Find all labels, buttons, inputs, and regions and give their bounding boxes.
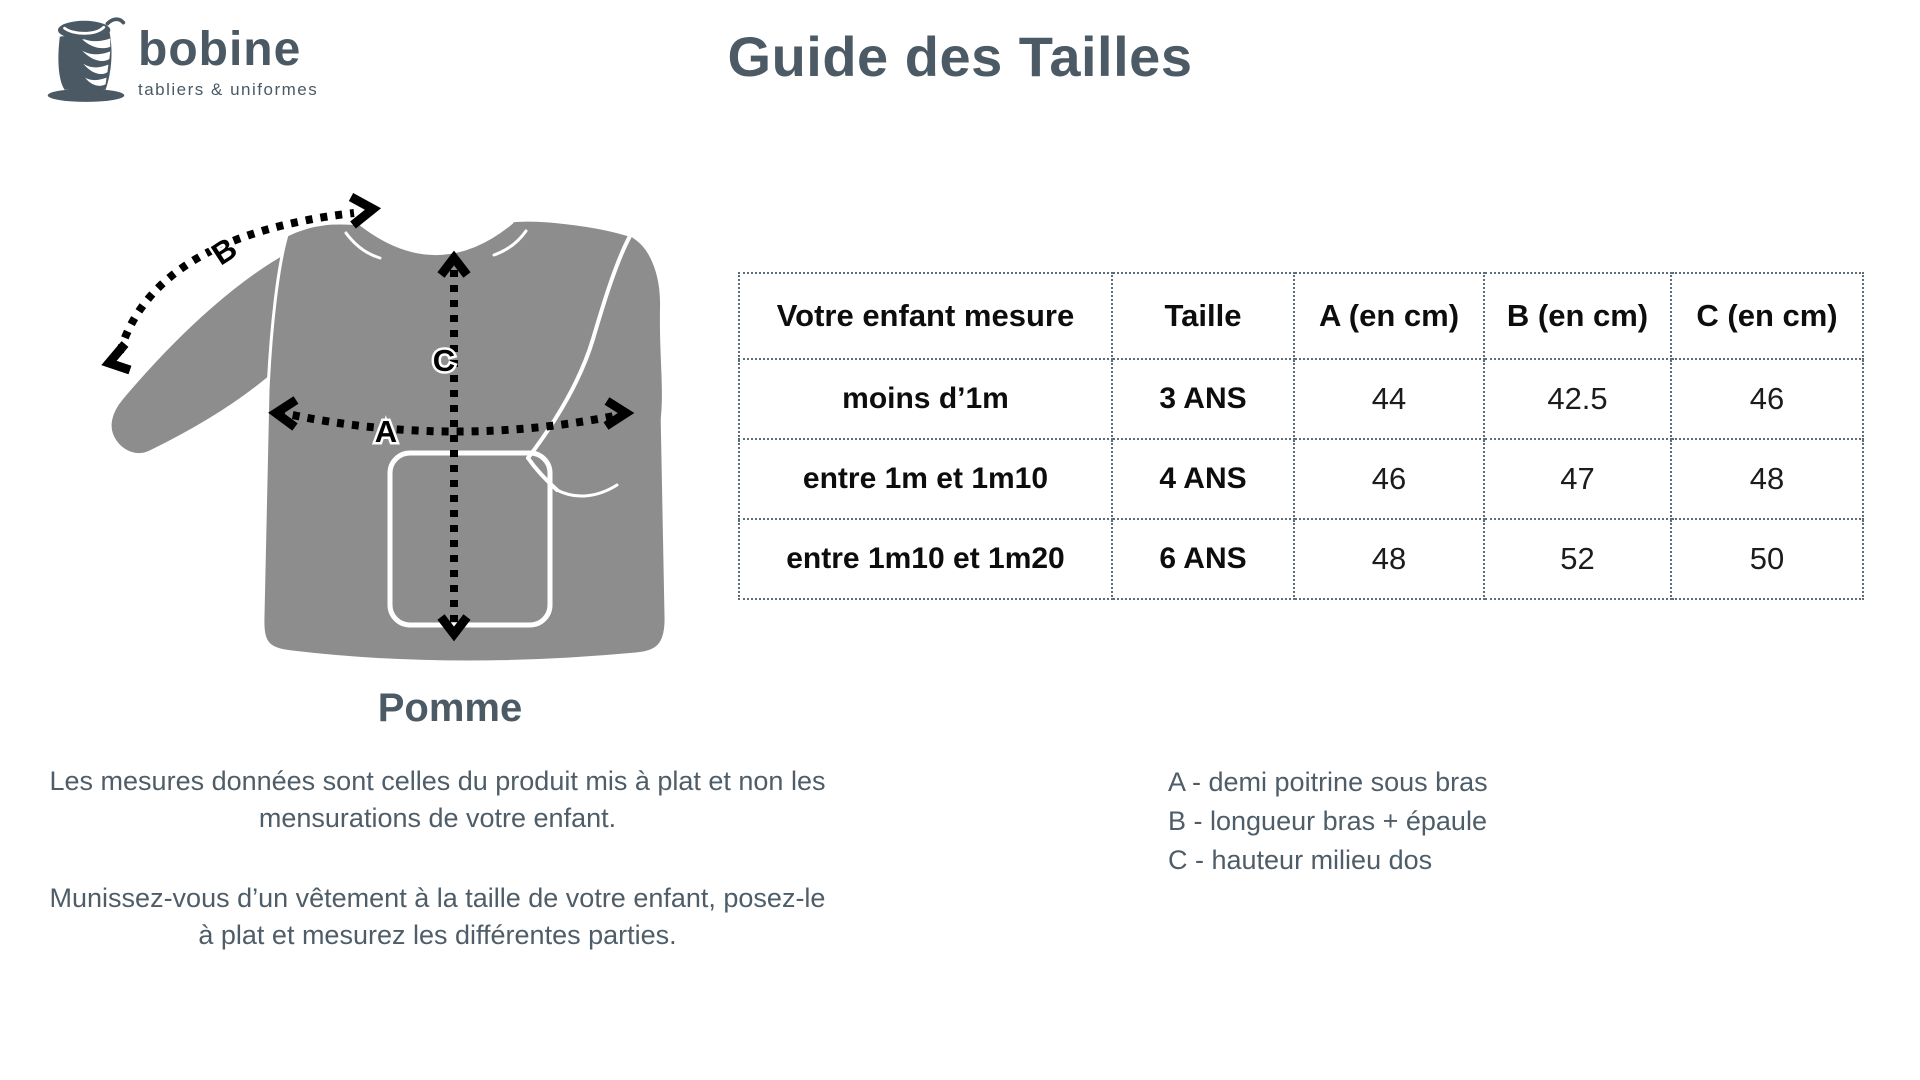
cell-mesure: moins d’1m [739, 359, 1112, 439]
cell-taille: 4 ANS [1112, 439, 1294, 519]
col-header-b: B (en cm) [1484, 273, 1671, 359]
measure-legend [1168, 763, 1488, 880]
garment-diagram [90, 158, 710, 698]
arrowhead-b-right [351, 197, 373, 225]
legend-item-c: C - hauteur milieu dos [1168, 845, 1433, 876]
smock-illustration [90, 158, 710, 698]
cell-b: 52 [1484, 519, 1671, 599]
size-table [738, 272, 1864, 600]
cell-c: 46 [1671, 359, 1863, 439]
measure-label-b: B [205, 230, 244, 272]
table-row [739, 359, 1863, 439]
measurement-notes [40, 763, 835, 996]
arrowhead-b-left [109, 344, 130, 370]
product-name: Pomme [377, 686, 523, 730]
cell-mesure: entre 1m10 et 1m20 [739, 519, 1112, 599]
table-row [739, 439, 1863, 519]
cell-taille: 6 ANS [1112, 519, 1294, 599]
col-header-mesure: Votre enfant mesure [739, 273, 1112, 359]
note-paragraph: Munissez-vous d’un vêtement à la taille de votre enfant, posez-le à plat et mesurez les différentes parties. [49, 882, 826, 950]
cell-a: 48 [1294, 519, 1484, 599]
table-row [739, 519, 1863, 599]
brand-tagline: tabliers & uniformes [138, 80, 319, 99]
cell-c: 50 [1671, 519, 1863, 599]
col-header-a: A (en cm) [1294, 273, 1484, 359]
col-header-c: C (en cm) [1671, 273, 1863, 359]
cell-taille: 3 ANS [1112, 359, 1294, 439]
col-header-taille: Taille [1112, 273, 1294, 359]
cell-mesure: entre 1m et 1m10 [739, 439, 1112, 519]
legend-item-b: B - longueur bras + épaule [1168, 806, 1487, 837]
cell-b: 42.5 [1484, 359, 1671, 439]
measure-label-a: A [374, 414, 398, 449]
table-header-row [739, 273, 1863, 359]
measure-label-c: C [432, 343, 456, 378]
cell-a: 44 [1294, 359, 1484, 439]
brand-name: bobine [138, 23, 302, 76]
legend-item-a: A - demi poitrine sous bras [1168, 767, 1488, 797]
note-paragraph: Les mesures données sont celles du produit mis à plat et non les mensurations de votre enfant. [49, 766, 826, 834]
cell-c: 48 [1671, 439, 1863, 519]
cell-a: 46 [1294, 439, 1484, 519]
page-title: Guide des Tailles [727, 25, 1193, 88]
cell-b: 47 [1484, 439, 1671, 519]
